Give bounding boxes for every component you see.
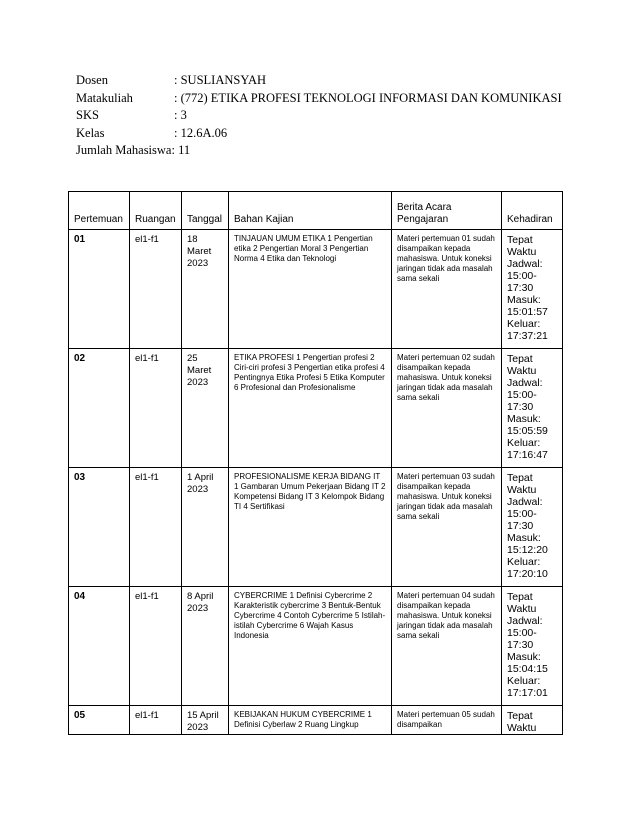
cell-pertemuan: 02 [69, 349, 130, 468]
info-label: Dosen [76, 73, 108, 87]
table-row [69, 587, 563, 706]
info-label: Matakuliah [76, 90, 133, 105]
cell-ruangan: el1-f1 [130, 349, 182, 468]
cell-kehadiran: Tepat Waktu Jadwal: 15:00-17:30 Masuk: 15:01:57 Keluar: 17:37:21 [502, 230, 563, 349]
cell-ruangan: el1-f1 [130, 468, 182, 587]
cell-pertemuan: 04 [69, 587, 130, 706]
cell-tanggal: 25 Maret 2023 [182, 349, 229, 468]
cell-pertemuan: 03 [69, 468, 130, 587]
cell-tanggal: 8 April 2023 [182, 587, 229, 706]
cell-tanggal: 15 April 2023 [182, 706, 229, 735]
cell-ruangan: el1-f1 [130, 706, 182, 735]
cell-berita-acara: Materi pertemuan 03 sudah disampaikan kepada mahasiswa. Untuk koneksi jaringan tidak ada masalah sama sekali [392, 468, 502, 587]
info-value: : (772) ETIKA PROFESI TEKNOLOGI INFORMASI DAN KOMUNIKASI [174, 90, 562, 105]
info-label: Jumlah Mahasiswa [76, 143, 172, 157]
course-info [76, 72, 562, 160]
cell-ruangan: el1-f1 [130, 587, 182, 706]
table-header-row [69, 192, 563, 230]
info-value: : 12.6A.06 [174, 125, 228, 140]
cell-pertemuan: 01 [69, 230, 130, 349]
header-tanggal: Tanggal [182, 192, 229, 230]
info-value: : 3 [174, 108, 187, 122]
header-pertemuan: Pertemuan [69, 192, 130, 230]
cell-pertemuan: 05 [69, 706, 130, 735]
header-ruangan: Ruangan [130, 192, 182, 230]
cell-bahan-kajian: KEBIJAKAN HUKUM CYBERCRIME 1 Definisi Cyberlaw 2 Ruang Lingkup [229, 706, 392, 735]
cell-berita-acara: Materi pertemuan 02 sudah disampaikan kepada mahasiswa. Untuk koneksi jaringan tidak ada masalah sama sekali [392, 349, 502, 468]
table-row [69, 349, 563, 468]
cell-kehadiran: Tepat Waktu Jadwal: 15:00-17:30 Masuk: 15:05:59 Keluar: 17:16:47 [502, 349, 563, 468]
info-jumlah-mahasiswa [76, 142, 562, 160]
info-label: Kelas [76, 125, 105, 140]
cell-tanggal: 1 April 2023 [182, 468, 229, 587]
attendance-table [68, 191, 563, 735]
header-kehadiran: Kehadiran [502, 192, 563, 230]
cell-bahan-kajian: ETIKA PROFESI 1 Pengertian profesi 2 Ciri-ciri profesi 3 Pengertian etika profesi 4 Pentingnya Etika Profesi 5 Etika Komputer 6 Profesional dan Profesionalisme [229, 349, 392, 468]
info-value: : SUSLIANSYAH [174, 73, 267, 87]
cell-ruangan: el1-f1 [130, 230, 182, 349]
cell-tanggal: 18 Maret 2023 [182, 230, 229, 349]
table-row [69, 230, 563, 349]
info-dosen [76, 72, 562, 90]
cell-bahan-kajian: TINJAUAN UMUM ETIKA 1 Pengertian etika 2 Pengertian Moral 3 Pengertian Norma 4 Etika dan Teknologi [229, 230, 392, 349]
table-row [69, 468, 563, 587]
cell-berita-acara: Materi pertemuan 04 sudah disampaikan kepada mahasiswa. Untuk koneksi jaringan tidak ada masalah sama sekali [392, 587, 502, 706]
header-berita-acara: Berita Acara Pengajaran [392, 192, 502, 230]
cell-kehadiran: Tepat Waktu Jadwal: 15:00-17:30 Masuk: 15:04:15 Keluar: 17:17:01 [502, 587, 563, 706]
info-sks [76, 107, 562, 125]
cell-kehadiran: Tepat Waktu Jadwal: 15:00-17:30 Masuk: 15:12:20 Keluar: 17:20:10 [502, 468, 563, 587]
info-value: : 11 [171, 143, 191, 157]
info-label: SKS [76, 108, 99, 122]
cell-bahan-kajian: CYBERCRIME 1 Definisi Cybercrime 2 Karakteristik cybercrime 3 Bentuk-Bentuk Cybercrime 4 Contoh Cybercrime 5 Istilah-istilah Cybercrime 6 Wajah Kasus Indonesia [229, 587, 392, 706]
info-kelas [76, 125, 562, 143]
cell-kehadiran: Tepat Waktu [502, 706, 563, 735]
table-row [69, 706, 563, 735]
header-bahan-kajian: Bahan Kajian [229, 192, 392, 230]
cell-bahan-kajian: PROFESIONALISME KERJA BIDANG IT 1 Gambaran Umum Pekerjaan Bidang IT 2 Kompetensi Bidang IT 3 Kelompok Bidang TI 4 Sertifikasi [229, 468, 392, 587]
cell-berita-acara: Materi pertemuan 01 sudah disampaikan kepada mahasiswa. Untuk koneksi jaringan tidak ada masalah sama sekali [392, 230, 502, 349]
info-matakuliah [76, 90, 562, 108]
cell-berita-acara: Materi pertemuan 05 sudah disampaikan [392, 706, 502, 735]
